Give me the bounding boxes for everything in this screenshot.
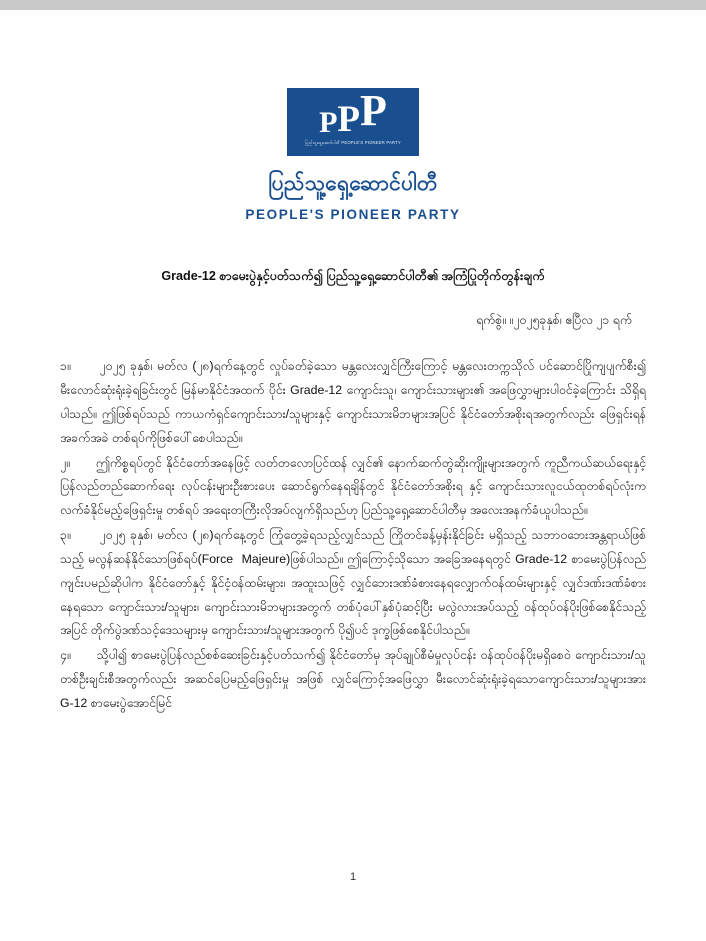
paragraph-3: ၃။ ၂၀၂၅ ခုနှစ်၊ မတ်လ (၂၈)ရက်နေ့တွင် ကြုံတွေ့ခဲ့ရသည့်လျှင်သည် ကြိုတင်ခန့်မှန်းနိုင်ခြင်း မရှိသည့် သဘာဝဘေးအန္တရာယ်ဖြစ်သည့် မလွန်ဆန်နိုင်သောဖြစ်ရပ်(Force Majeure)ဖြစ်ပါသည်။ ဤကြောင့်သိုသော အခြေအနေရတွင် Grade-12 စာမေးပွဲပြန်လည်ကျင်းပမည်ဆိုပါက နိုင်ငံတော်နှင့် နိုင်ငံ့ဝန်ထမ်းများ၊ အထူးသဖြင့် လျှင်ဘေးဒဏ်ခံစားနေရလျှောက်ဝန်ထမ်းများနှင့် လျှင်ဒဏ်းဒဏ်ခံစားနေရသော ကျောင်းသား/သူများ၊ ကျောင်းသားမိဘများအတွက် တစ်ပုံပေါ်နှစ်ပုံဆင့်ပြီး မလွဲလားအပ်သည့် ဝန်ထုပ်ဝန်ပိုးဖြစ်စေနိုင်သည့်အပြင် တိုက်ပွဲဒဏ်သင့်ဒေသများမှ ကျောင်းသား/သူများအတွက် ပို၍ပင် ဒုက္ခဖြစ်စေနိုင်ပါသည်။	[60, 528, 646, 638]
document-date: ရက်စွဲ။ ။၂၀၂၅ခုနှစ်၊ ဧပြီလ ၂၁ ရက်	[476, 313, 632, 328]
logo-letter-p2: P	[337, 98, 361, 140]
party-logo-icon	[287, 85, 419, 156]
document-content	[0, 85, 706, 747]
page-top-margin-strip	[0, 0, 706, 10]
logo-letter-p3: P	[360, 85, 387, 135]
logo-letter-p1: P	[319, 105, 338, 139]
page-number: 1	[349, 871, 357, 883]
paragraph-2: ၂။ ဤကိစ္စရပ်တွင် နိုင်ငံတော်အနေဖြင့် လတ်တလောပြင်ထန် လျှင်၏ နောက်ဆက်တွဲဆိုးကျိုးများအတွက် ကူညီကယ်ဆယ်ရေးနှင့် ပြန်လည်တည်ဆောက်ရေး လုပ်ငန်းများဦးစားပေး ဆောင်ရွက်နေရချိန်တွင် နိုင်ငံတော်အစိုးရ နှင့် ကျောင်းသားလူငယ်ထုတစ်ရပ်လုံးက လက်ခံနိုင်မည့်ဖြေရှင်းမှု တစ်ရပ် အရေးတကြီးလိုအပ်လျက်ရှိသည်ဟု ပြည်သူ့ရှေ့ဆောင်ပါတီမှ အလေးအနက်ခံယူပါသည်။	[60, 455, 650, 518]
paragraph-4: ၄။ သို့ပါ၍ စာမေးပွဲပြန်လည်စစ်ဆေးခြင်းနှင့်ပတ်သက်၍ နိုင်ငံတော်မှ အုပ်ချုပ်စီမံမှုလုပ်ငန်း ဝန်ထုပ်ဝန်ပိုးမရှိစေဝဲ ကျောင်းသား/သူတစ်ဦးချင်းစီအတွက်လည်း အဆင်ပြေမည့်ဖြေရှင်းမှု အဖြစ် လျှင်ကြောင့်အဖြေလွှာ မီးလောင်ဆုံးရုံးခဲ့ရသောကျောင်းသား/သူများအား G-12 စာမေးပွဲအောင်မြင်	[60, 648, 650, 710]
party-name-myanmar: ပြည်သူ့ရှေ့ဆောင်ပါတီ	[268, 172, 438, 195]
body-bottom-spacer	[60, 717, 646, 747]
logo-letters	[319, 85, 387, 140]
paragraph-1: ၁။ ၂၀၂၅ ခုနှစ်၊ မတ်လ (၂၈)ရက်နေ့တွင် လှုပ်ခတ်ခဲ့သော မန္တလေးလျှင်ကြီးကြောင့် မန္တလေးတက္ကသိုလ် ပင်ဆောင်ပြိုကျပျက်စီး၍ မီးလောင်ဆုံးရုံးခဲ့ရခြင်းတွင် မြန်မာနိုင်ငံအထက် ပိုင်း Grade-12 ကျောင်းသူ၊ ကျောင်းသားများ၏ အဖြေလွှာများပါဝင်ခဲ့ကြောင်း သိရှိရပါသည်။ ဤဖြစ်ရပ်သည် ကာယကံရှင်ကျောင်းသား/သူများနှင့် ကျောင်းသားမိဘများအပြင် နိုင်ငံတော်အစိုးရအတွက်လည်း ဖြေရှင်းရန်အခက်အခဲ တစ်ရပ်ကိုဖြစ်ပေါ်စေပါသည်။	[60, 359, 650, 445]
party-name-english: PEOPLE'S PIONEER PARTY	[245, 207, 461, 222]
party-logo-block	[60, 85, 646, 222]
document-body	[60, 355, 650, 716]
logo-subtext: ပြည်သူ့ရှေ့ဆောင်ပါတီ PEOPLE'S PIONEER PARTY	[305, 140, 401, 146]
page-title: Grade-12 စာမေးပွဲနှင့်ပတ်သက်၍ ပြည်သူ့ရှေ့ဆောင်ပါတီ၏ အကြံပြုတိုက်တွန်းချက်	[161, 269, 545, 283]
